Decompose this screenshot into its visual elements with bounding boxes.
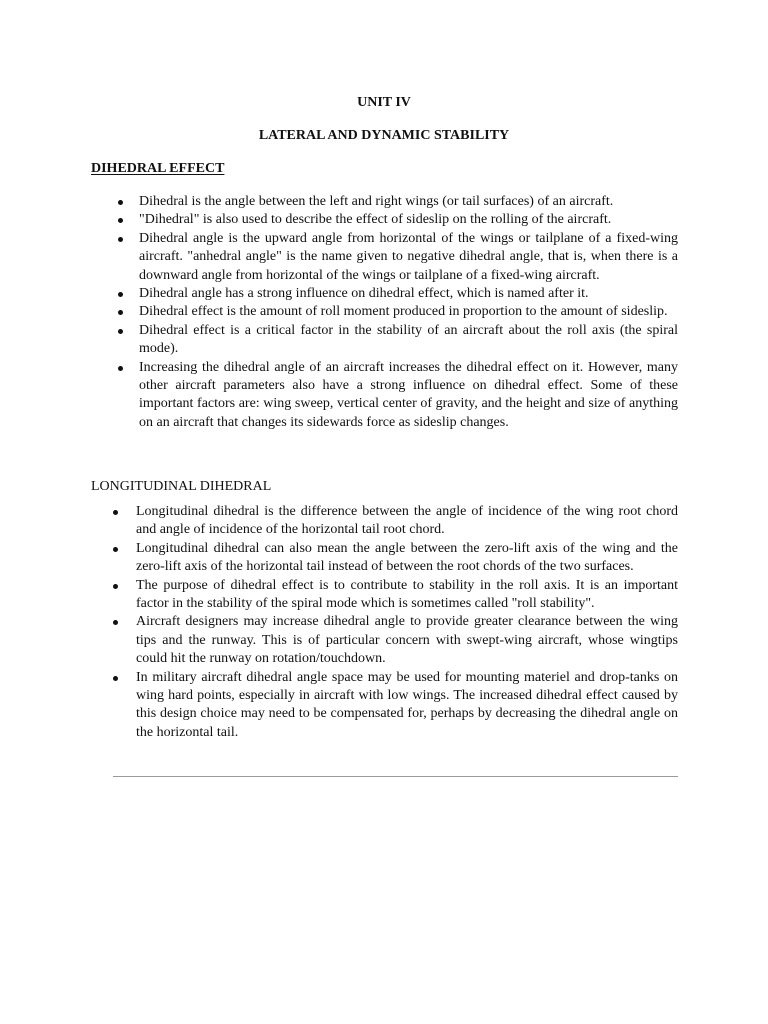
bullet-icon	[113, 547, 118, 552]
list-item-text: Dihedral angle has a strong influence on dihedral effect, which is named after it.	[139, 286, 589, 302]
bullet-icon	[118, 292, 123, 297]
page-title: LATERAL AND DYNAMIC STABILITY	[258, 128, 510, 143]
bullet-icon	[118, 366, 123, 371]
bullet-icon	[113, 510, 118, 515]
list-item	[118, 211, 678, 229]
list-item-text: Dihedral effect is the amount of roll moment produced in proportion to the amount of sideslip.	[139, 304, 668, 320]
list-item	[118, 285, 678, 303]
list-item-text: Dihedral angle is the upward angle from horizontal of the wings or tailplane of a fixed-wing aircraft. "anhedral angle" is the name given to negative dihedral angle, that is, when there is a downward angle from horizontal of the wings or tailplane of a fixed-wing aircraft.	[139, 230, 678, 283]
list-item-text: Longitudinal dihedral can also mean the angle between the zero-lift axis of the wing and the zero-lift axis of the horizontal tail instead of between the root chords of the two surfaces.	[136, 540, 678, 575]
bullet-icon	[113, 584, 118, 589]
unit-title: UNIT IV	[357, 95, 411, 110]
end-divider	[113, 776, 678, 777]
list-item-text: Aircraft designers may increase dihedral angle to provide greater clearance between the wing tips and the runway. This is of particular concern with swept-wing aircraft, whose wingtips could hit the runway on rotation/touchdown.	[136, 614, 678, 667]
bullet-icon	[113, 620, 118, 625]
list-item-text: The purpose of dihedral effect is to contribute to stability in the roll axis. It is an important factor in the stability of the spiral mode which is sometimes called "roll stability".	[136, 577, 678, 612]
list-item	[113, 503, 678, 540]
bullet-icon	[118, 329, 123, 334]
section-heading-longitudinal-dihedral: LONGITUDINAL DIHEDRAL	[91, 479, 272, 494]
dihedral-effect-bullet-list	[118, 193, 678, 432]
longitudinal-dihedral-bullet-list	[113, 503, 678, 742]
section-heading-dihedral-effect: DIHEDRAL EFFECT	[91, 161, 225, 176]
list-item-text: Longitudinal dihedral is the difference between the angle of incidence of the wing root chord and angle of incidence of the horizontal tail root chord.	[136, 504, 678, 538]
list-item-text: Dihedral effect is a critical factor in the stability of an aircraft about the roll axis (the spiral mode).	[139, 322, 678, 357]
bullet-icon	[118, 310, 123, 315]
list-item	[118, 303, 678, 321]
list-item	[118, 230, 678, 285]
list-item	[113, 540, 678, 577]
bullet-icon	[118, 200, 123, 205]
list-item	[118, 322, 678, 359]
list-item-text: Dihedral is the angle between the left and right wings (or tail surfaces) of an aircraft.	[139, 194, 614, 209]
list-item	[118, 359, 678, 433]
bullet-icon	[118, 237, 123, 242]
bullet-icon	[113, 676, 118, 681]
list-item	[113, 613, 678, 668]
list-item-text: In military aircraft dihedral angle space may be used for mounting materiel and drop-tanks on wing hard points, especially in aircraft with low wings. The increased dihedral effect caused by this design choice may need to be compensated for, perhaps by decreasing the dihedral angle on the horizontal tail.	[136, 669, 678, 740]
list-item	[113, 577, 678, 614]
list-item	[118, 193, 678, 211]
list-item-text: "Dihedral" is also used to describe the effect of sideslip on the rolling of the aircraft.	[139, 212, 612, 228]
bullet-icon	[118, 218, 123, 223]
list-item-text: Increasing the dihedral angle of an aircraft increases the dihedral effect on it. However, many other aircraft parameters also have a strong influence on dihedral effect. Some of these important factors are: wing sweep, vertical center of gravity, and the height and size of anything on an aircraft that changes its sidewards force as sideslip changes.	[139, 359, 678, 430]
list-item	[113, 669, 678, 743]
